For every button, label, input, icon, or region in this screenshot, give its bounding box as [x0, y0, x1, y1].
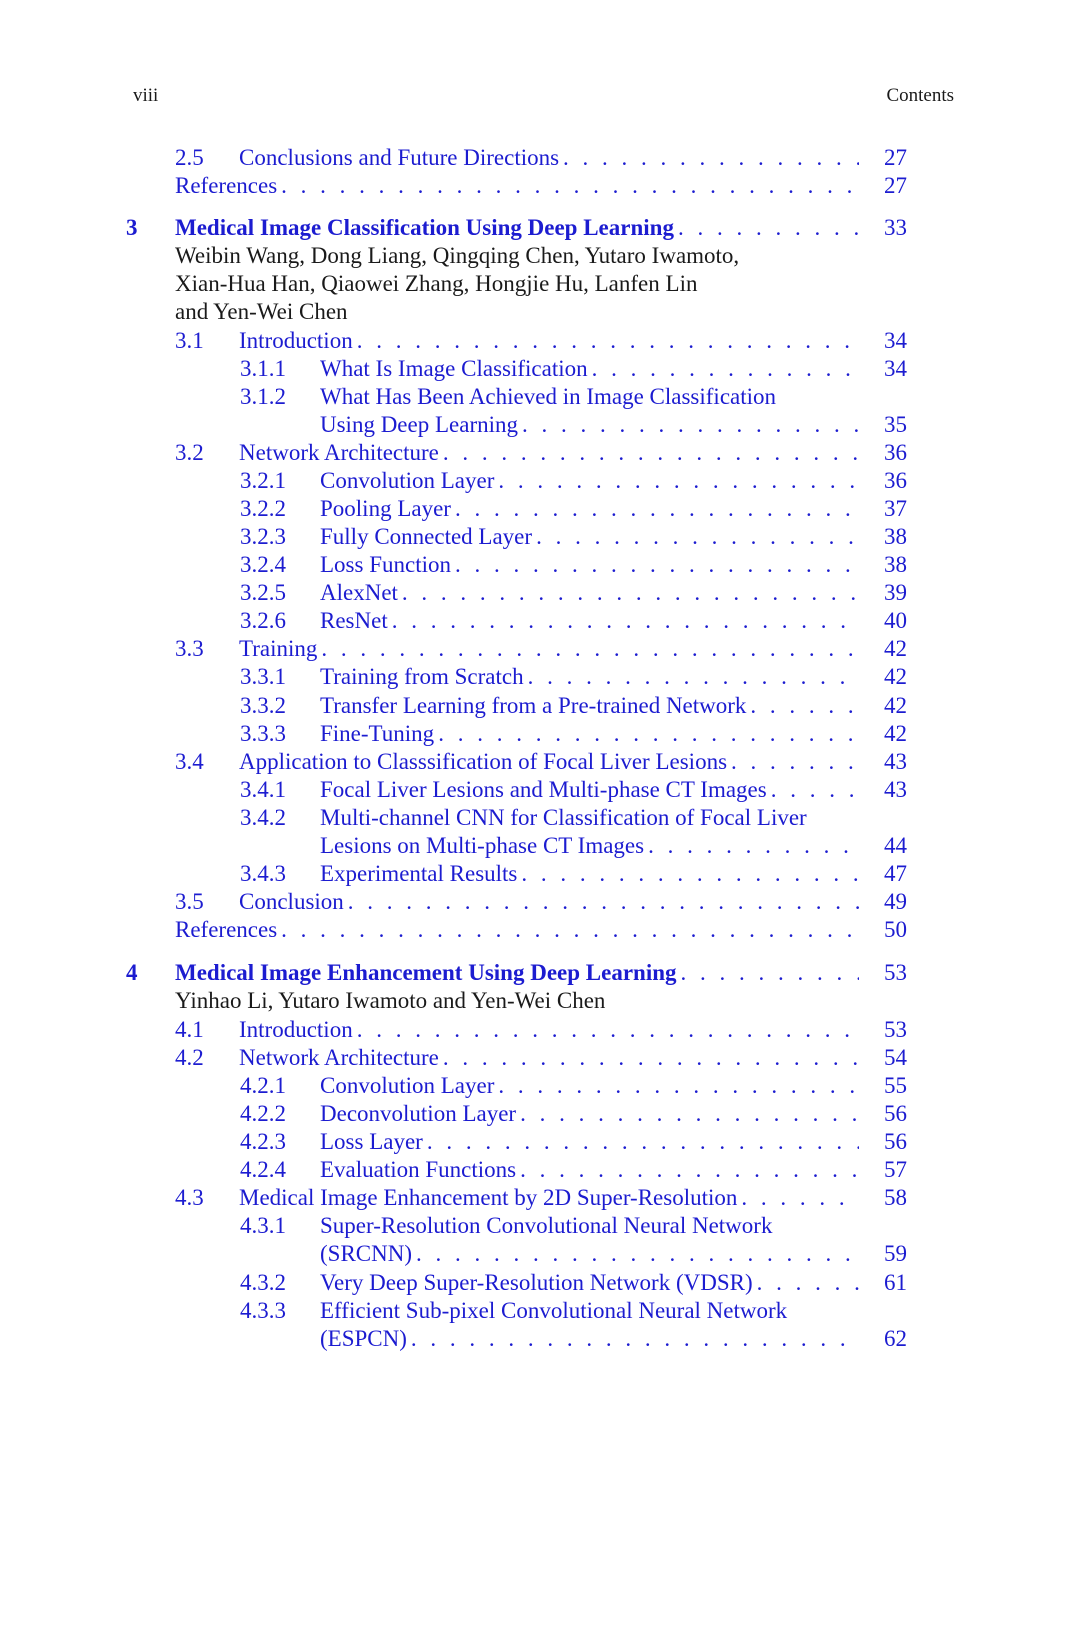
section-title: Introduction — [239, 328, 353, 353]
subsection-number: 4.3.2 — [240, 1270, 286, 1295]
subsection-number: 3.2.1 — [240, 468, 286, 493]
page-number: 47 — [884, 861, 907, 886]
toc-entry-4-3-1[interactable] — [240, 1211, 907, 1240]
subsection-number: 3.2.5 — [240, 580, 286, 605]
toc-entry-3-2[interactable] — [175, 438, 907, 467]
subsection-title: Pooling Layer — [320, 496, 451, 521]
toc-entry-3-2-3[interactable] — [240, 522, 907, 551]
toc-chapter-3[interactable] — [126, 213, 907, 242]
toc-entry-4-3-1-cont[interactable] — [240, 1239, 907, 1268]
page-number: 43 — [884, 777, 907, 802]
page-number: 53 — [884, 960, 907, 985]
dot-leader — [528, 662, 859, 691]
section-title: Medical Image Enhancement by 2D Super-Resolution — [239, 1185, 738, 1210]
section-title: References — [175, 917, 278, 942]
chapter-authors: Yinhao Li, Yutaro Iwamoto and Yen-Wei Chen — [175, 988, 606, 1013]
page-number: 27 — [884, 145, 907, 170]
subsection-title-line1: Multi-channel CNN for Classification of Focal Liver — [320, 805, 807, 830]
toc-entry-3-2-6[interactable] — [240, 606, 907, 635]
chapter-authors: and Yen-Wei Chen — [175, 299, 348, 324]
subsection-title: Convolution Layer — [320, 1073, 495, 1098]
chapter-authors: Weibin Wang, Dong Liang, Qingqing Chen, Yutaro Iwamoto, — [175, 243, 740, 268]
subsection-number: 3.4.1 — [240, 777, 286, 802]
section-title: Network Architecture — [239, 440, 439, 465]
subsection-title: Deconvolution Layer — [320, 1101, 517, 1126]
subsection-title: Convolution Layer — [320, 468, 495, 493]
section-number: 3.3 — [175, 636, 204, 661]
dot-leader — [681, 958, 859, 987]
dot-leader — [678, 213, 859, 242]
toc-entry-4-2-2[interactable] — [240, 1099, 907, 1128]
dot-leader — [750, 691, 859, 720]
dot-leader — [771, 775, 859, 804]
toc-entry-4-2[interactable] — [175, 1043, 907, 1072]
toc-entry-references[interactable] — [175, 171, 907, 200]
chapter-title: Medical Image Classification Using Deep Learning — [175, 215, 674, 240]
dot-leader — [443, 1043, 859, 1072]
page-number: 43 — [884, 749, 907, 774]
section-number: 3.4 — [175, 749, 204, 774]
page-number: 38 — [884, 524, 907, 549]
section-number: 3.2 — [175, 440, 204, 465]
page-number: 42 — [884, 664, 907, 689]
toc-entry-3-5[interactable] — [175, 887, 907, 916]
toc-entry-3-3-2[interactable] — [240, 691, 907, 720]
page-number: 36 — [884, 468, 907, 493]
toc-chapter-4[interactable] — [126, 958, 907, 987]
page-number: 57 — [884, 1157, 907, 1182]
section-title: Conclusion — [239, 889, 344, 914]
page-number: 37 — [884, 496, 907, 521]
page-number: 58 — [884, 1185, 907, 1210]
page-number: 42 — [884, 721, 907, 746]
section-title: Conclusions and Future Directions — [239, 145, 560, 170]
dot-leader — [522, 410, 859, 439]
page-number: 50 — [884, 917, 907, 942]
toc-entry-3-1-2[interactable] — [240, 382, 907, 411]
toc-entry-4-3-2[interactable] — [240, 1268, 907, 1297]
dot-leader — [438, 719, 859, 748]
toc-entry-4-3[interactable] — [175, 1183, 907, 1212]
subsection-number: 4.2.2 — [240, 1101, 286, 1126]
toc-entry-4-2-4[interactable] — [240, 1155, 907, 1184]
toc-entry-references[interactable] — [175, 915, 907, 944]
subsection-number: 3.1.1 — [240, 356, 286, 381]
toc-entry-4-1[interactable] — [175, 1015, 907, 1044]
subsection-title: ResNet — [320, 608, 388, 633]
page-number: 49 — [884, 889, 907, 914]
subsection-title: What Is Image Classification — [320, 356, 588, 381]
subsection-title: Very Deep Super-Resolution Network (VDSR) — [320, 1270, 753, 1295]
section-number: 3.5 — [175, 889, 204, 914]
subsection-number: 3.1.2 — [240, 384, 286, 409]
section-title: References — [175, 173, 278, 198]
subsection-title-line2: (SRCNN) — [320, 1241, 413, 1266]
dot-leader — [348, 887, 859, 916]
toc-entry-4-3-3[interactable] — [240, 1296, 907, 1325]
subsection-number: 3.3.3 — [240, 721, 286, 746]
section-title: Training — [239, 636, 318, 661]
section-title: Network Architecture — [239, 1045, 439, 1070]
toc-entry-2-5[interactable] — [175, 143, 907, 172]
dot-leader — [411, 1324, 859, 1353]
subsection-title: Loss Function — [320, 552, 451, 577]
toc-entry-4-3-3-cont[interactable] — [240, 1324, 907, 1353]
subsection-title: Focal Liver Lesions and Multi-phase CT Images — [320, 777, 767, 802]
page-number: 42 — [884, 636, 907, 661]
section-number: 4.1 — [175, 1017, 204, 1042]
section-number: 4.2 — [175, 1045, 204, 1070]
subsection-title: Transfer Learning from a Pre-trained Network — [320, 693, 747, 718]
subsection-title-line1: What Has Been Achieved in Image Classification — [320, 384, 777, 409]
page-number: 56 — [884, 1101, 907, 1126]
chapter-number: 3 — [126, 215, 138, 240]
dot-leader — [592, 354, 859, 383]
dot-leader — [427, 1127, 859, 1156]
page-number: 34 — [884, 328, 907, 353]
subsection-title-line2: Using Deep Learning — [320, 412, 518, 437]
dot-leader — [536, 522, 859, 551]
page-number: 39 — [884, 580, 907, 605]
dot-leader — [357, 1015, 859, 1044]
subsection-title: Evaluation Functions — [320, 1157, 517, 1182]
page-number: 42 — [884, 693, 907, 718]
subsection-number: 3.2.6 — [240, 608, 286, 633]
toc-entry-3-3[interactable] — [175, 634, 907, 663]
subsection-number: 3.4.2 — [240, 805, 286, 830]
toc-entry-3-3-3[interactable] — [240, 719, 907, 748]
chapter-number: 4 — [126, 960, 138, 985]
subsection-title: Fine-Tuning — [320, 721, 435, 746]
page-number: 59 — [884, 1241, 907, 1266]
subsection-number: 3.2.4 — [240, 552, 286, 577]
toc-entry-3-4-2[interactable] — [240, 803, 907, 832]
page-number: 36 — [884, 440, 907, 465]
page-number: 55 — [884, 1073, 907, 1098]
dot-leader — [455, 550, 859, 579]
subsection-title: AlexNet — [320, 580, 398, 605]
subsection-title: Loss Layer — [320, 1129, 423, 1154]
dot-leader — [321, 634, 859, 663]
page-number: 33 — [884, 215, 907, 240]
subsection-number: 3.3.2 — [240, 693, 286, 718]
section-number: 3.1 — [175, 328, 204, 353]
toc-entry-4-2-3[interactable] — [240, 1127, 907, 1156]
dot-leader — [648, 831, 859, 860]
toc-entry-3-3-1[interactable] — [240, 662, 907, 691]
dot-leader — [520, 1155, 859, 1184]
section-number: 4.3 — [175, 1185, 204, 1210]
toc-entry-4-2-1[interactable] — [240, 1071, 907, 1100]
chapter-authors: Xian-Hua Han, Qiaowei Zhang, Hongjie Hu, Lanfen Lin — [175, 271, 698, 296]
toc-entry-3-2-4[interactable] — [240, 550, 907, 579]
page-number: 34 — [884, 356, 907, 381]
subsection-title: Fully Connected Layer — [320, 524, 533, 549]
dot-leader — [357, 326, 859, 355]
dot-leader — [757, 1268, 859, 1297]
subsection-title-line1: Efficient Sub-pixel Convolutional Neural Network — [320, 1298, 788, 1323]
subsection-number: 4.3.1 — [240, 1213, 286, 1238]
dot-leader — [392, 606, 859, 635]
page-number: 53 — [884, 1017, 907, 1042]
toc-entry-3-1-2-cont[interactable] — [240, 410, 907, 439]
dot-leader — [416, 1239, 859, 1268]
dot-leader — [563, 143, 859, 172]
toc-entry-3-4-2-cont[interactable] — [240, 831, 907, 860]
section-title: Introduction — [239, 1017, 353, 1042]
page-number: 44 — [884, 833, 907, 858]
running-head-title: Contents — [886, 85, 954, 106]
dot-leader — [498, 1071, 859, 1100]
toc-entry-3-2-5[interactable] — [240, 578, 907, 607]
dot-leader — [281, 171, 859, 200]
section-title: Application to Classsification of Focal Liver Lesions — [239, 749, 728, 774]
subsection-number: 4.2.4 — [240, 1157, 286, 1182]
toc-entry-3-1[interactable] — [175, 326, 907, 355]
dot-leader — [520, 1099, 859, 1128]
subsection-number: 4.2.1 — [240, 1073, 286, 1098]
running-head-page-number: viii — [133, 85, 159, 106]
dot-leader — [741, 1183, 859, 1212]
page-number: 61 — [884, 1270, 907, 1295]
toc-entry-3-2-1[interactable] — [240, 466, 907, 495]
subsection-number: 3.2.3 — [240, 524, 286, 549]
dot-leader — [498, 466, 859, 495]
dot-leader — [281, 915, 859, 944]
toc-entry-3-4[interactable] — [175, 747, 907, 776]
page-number: 35 — [884, 412, 907, 437]
subsection-number: 3.2.2 — [240, 496, 286, 521]
subsection-number: 4.3.3 — [240, 1298, 286, 1323]
subsection-title: Training from Scratch — [320, 664, 524, 689]
subsection-title-line2: (ESPCN) — [320, 1326, 407, 1351]
page-number: 62 — [884, 1326, 907, 1351]
toc-entry-3-2-2[interactable] — [240, 494, 907, 523]
page-number: 40 — [884, 608, 907, 633]
section-number: 2.5 — [175, 145, 204, 170]
subsection-number: 4.2.3 — [240, 1129, 286, 1154]
chapter-title: Medical Image Enhancement Using Deep Learning — [175, 960, 677, 985]
dot-leader — [443, 438, 859, 467]
toc-entry-3-4-1[interactable] — [240, 775, 907, 804]
dot-leader — [402, 578, 859, 607]
toc-entry-3-4-3[interactable] — [240, 859, 907, 888]
dot-leader — [455, 494, 859, 523]
page-number: 27 — [884, 173, 907, 198]
page-number: 56 — [884, 1129, 907, 1154]
page-number: 38 — [884, 552, 907, 577]
subsection-number: 3.3.1 — [240, 664, 286, 689]
dot-leader — [521, 859, 859, 888]
dot-leader — [731, 747, 859, 776]
page-number: 54 — [884, 1045, 907, 1070]
subsection-title-line1: Super-Resolution Convolutional Neural Network — [320, 1213, 773, 1238]
toc-entry-3-1-1[interactable] — [240, 354, 907, 383]
subsection-title: Experimental Results — [320, 861, 518, 886]
subsection-number: 3.4.3 — [240, 861, 286, 886]
subsection-title-line2: Lesions on Multi-phase CT Images — [320, 833, 645, 858]
